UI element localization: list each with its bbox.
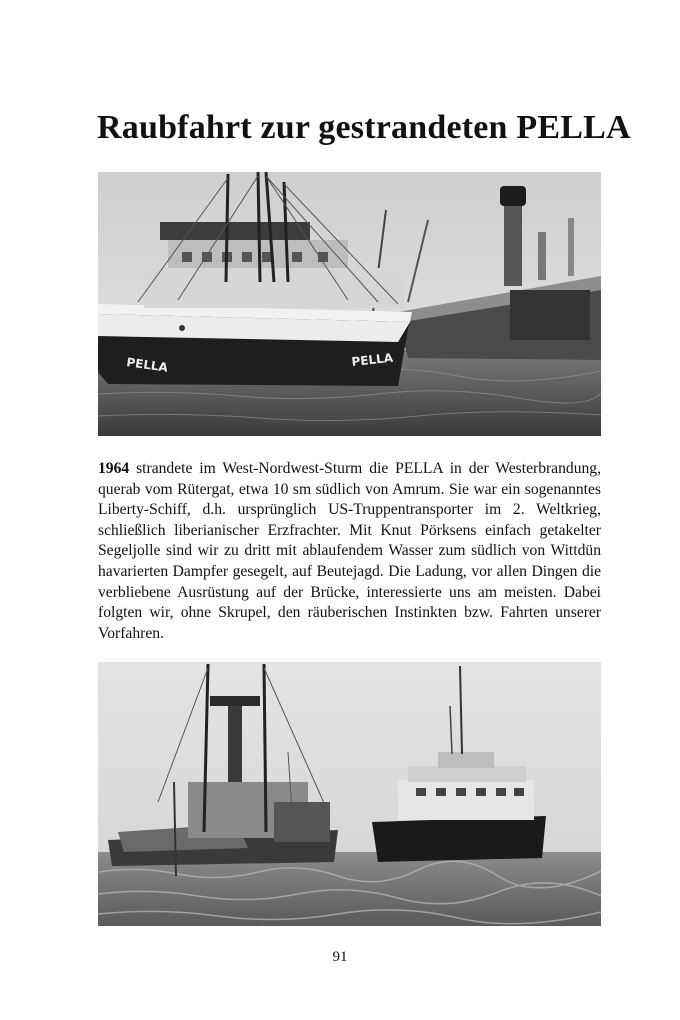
page-title: Raubfahrt zur gestrandeten PELLA bbox=[97, 109, 631, 146]
photo-wreck-and-vessel bbox=[98, 662, 601, 926]
article-text: strandete im West-Nordwest-Sturm die PELLA in der Westerbrandung, querab vom Rütergat, etwa 10 sm südlich von Amrum. Sie war ein sogenanntes Liberty-Schiff, d.h. ursprünglich US-Truppentransporter im 2. Weltkrieg, schließlich liberianischer Erzfrachter. Mit Knut Pörksens einfach getakelter Segeljolle sind wir zu dritt mit ablaufendem Wasser zum südlich von Wittdün havarierten Dampfer gesegelt, auf Beutejagd. Die Ladung, vor allen Dingen die verbliebene Ausrüstung auf der Brücke, interessierte uns am meisten. Dabei folgten wir, ohne Skrupel, den räuberischen Instinkten bzw. Fahrten unserer Vorfahren. bbox=[98, 460, 601, 642]
page-number: 91 bbox=[332, 949, 348, 965]
hull-name-right: PELLA bbox=[350, 350, 394, 369]
photo-stranded-pella bbox=[98, 172, 601, 436]
photo-wreck-image bbox=[98, 662, 601, 926]
article-paragraph bbox=[98, 459, 601, 644]
photo-pella-image bbox=[98, 172, 601, 436]
year-lead: 1964 bbox=[98, 460, 130, 477]
hull-name-left: PELLA bbox=[125, 355, 169, 375]
